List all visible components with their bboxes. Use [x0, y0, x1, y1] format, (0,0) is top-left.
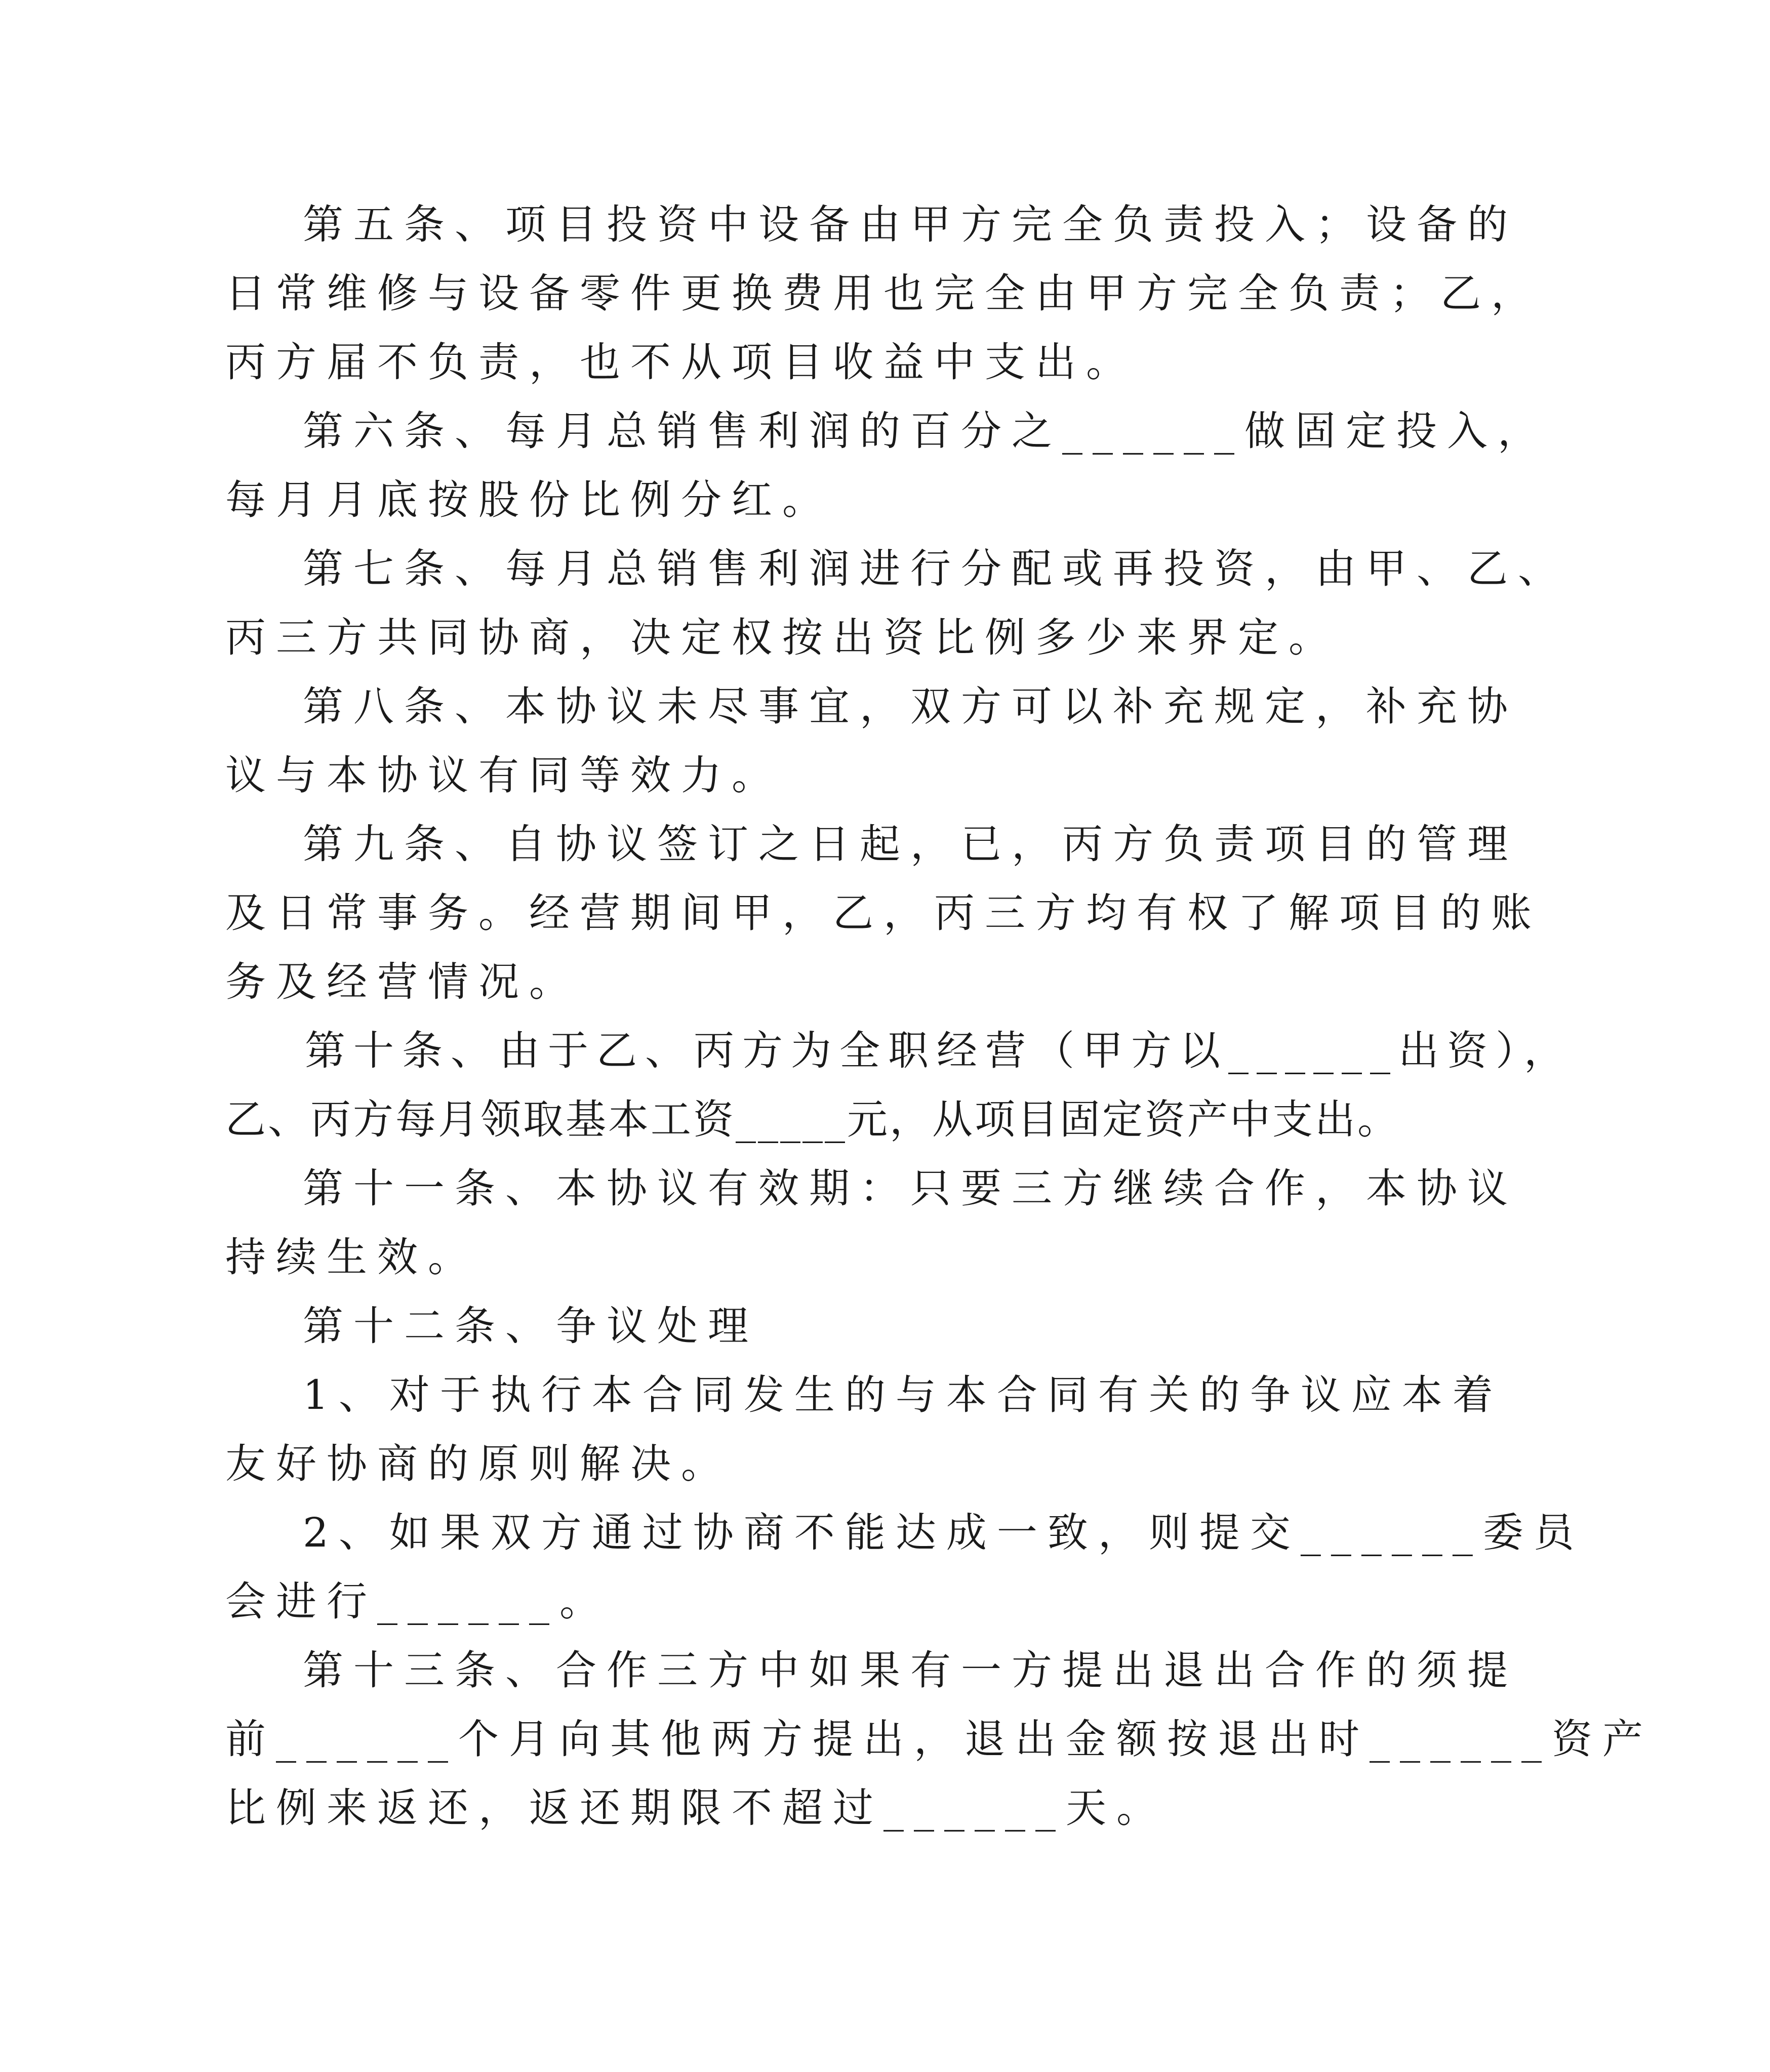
line-15: 第十一条、本协议有效期：只要三方继续合作，本协议: [303, 1165, 1518, 1212]
line-7: 丙三方共同协商，决定权按出资比例多少来界定。: [225, 614, 1339, 661]
line-9: 议与本协议有同等效力。: [225, 752, 782, 799]
line-5: 每月月底按股份比例分红。: [225, 476, 833, 523]
line-11: 及日常事务。经营期间甲，乙，丙三方均有权了解项目的账: [225, 889, 1542, 937]
line-20: 2、如果双方通过协商不能达成一致，则提交______委员: [303, 1509, 1584, 1556]
line-23: 前______个月向其他两方提出，退出金额按退出时______资产: [225, 1716, 1653, 1763]
line-13: 第十条、由于乙、丙方为全职经营（甲方以______出资），: [305, 1027, 1573, 1074]
line-2: 日常维修与设备零件更换费用也完全由甲方完全负责；乙，: [225, 270, 1542, 317]
line-3: 丙方届不负责，也不从项目收益中支出。: [225, 339, 1137, 386]
line-6: 第七条、每月总销售利润进行分配或再投资，由甲、乙、: [303, 545, 1568, 592]
line-17: 第十二条、争议处理: [303, 1303, 758, 1350]
line-14: 乙、丙方每月领取基本工资_____元，从项目固定资产中支出。: [225, 1096, 1400, 1143]
line-16: 持续生效。: [225, 1234, 478, 1281]
line-12: 务及经营情况。: [225, 958, 580, 1005]
line-22: 第十三条、合作三方中如果有一方提出退出合作的须提: [303, 1647, 1518, 1694]
line-10: 第九条、自协议签订之日起，已，丙方负责项目的管理: [303, 821, 1518, 868]
line-21: 会进行______。: [225, 1578, 610, 1625]
line-4: 第六条、每月总销售利润的百分之______做固定投入，: [303, 408, 1548, 455]
line-1: 第五条、项目投资中设备由甲方完全负责投入；设备的: [303, 201, 1518, 248]
line-8: 第八条、本协议未尽事宜，双方可以补充规定，补充协: [303, 683, 1518, 730]
line-18: 1、对于执行本合同发生的与本合同有关的争议应本着: [303, 1371, 1503, 1418]
line-19: 友好协商的原则解决。: [225, 1440, 732, 1487]
line-24: 比例来返还，返还期限不超过______天。: [225, 1784, 1167, 1832]
